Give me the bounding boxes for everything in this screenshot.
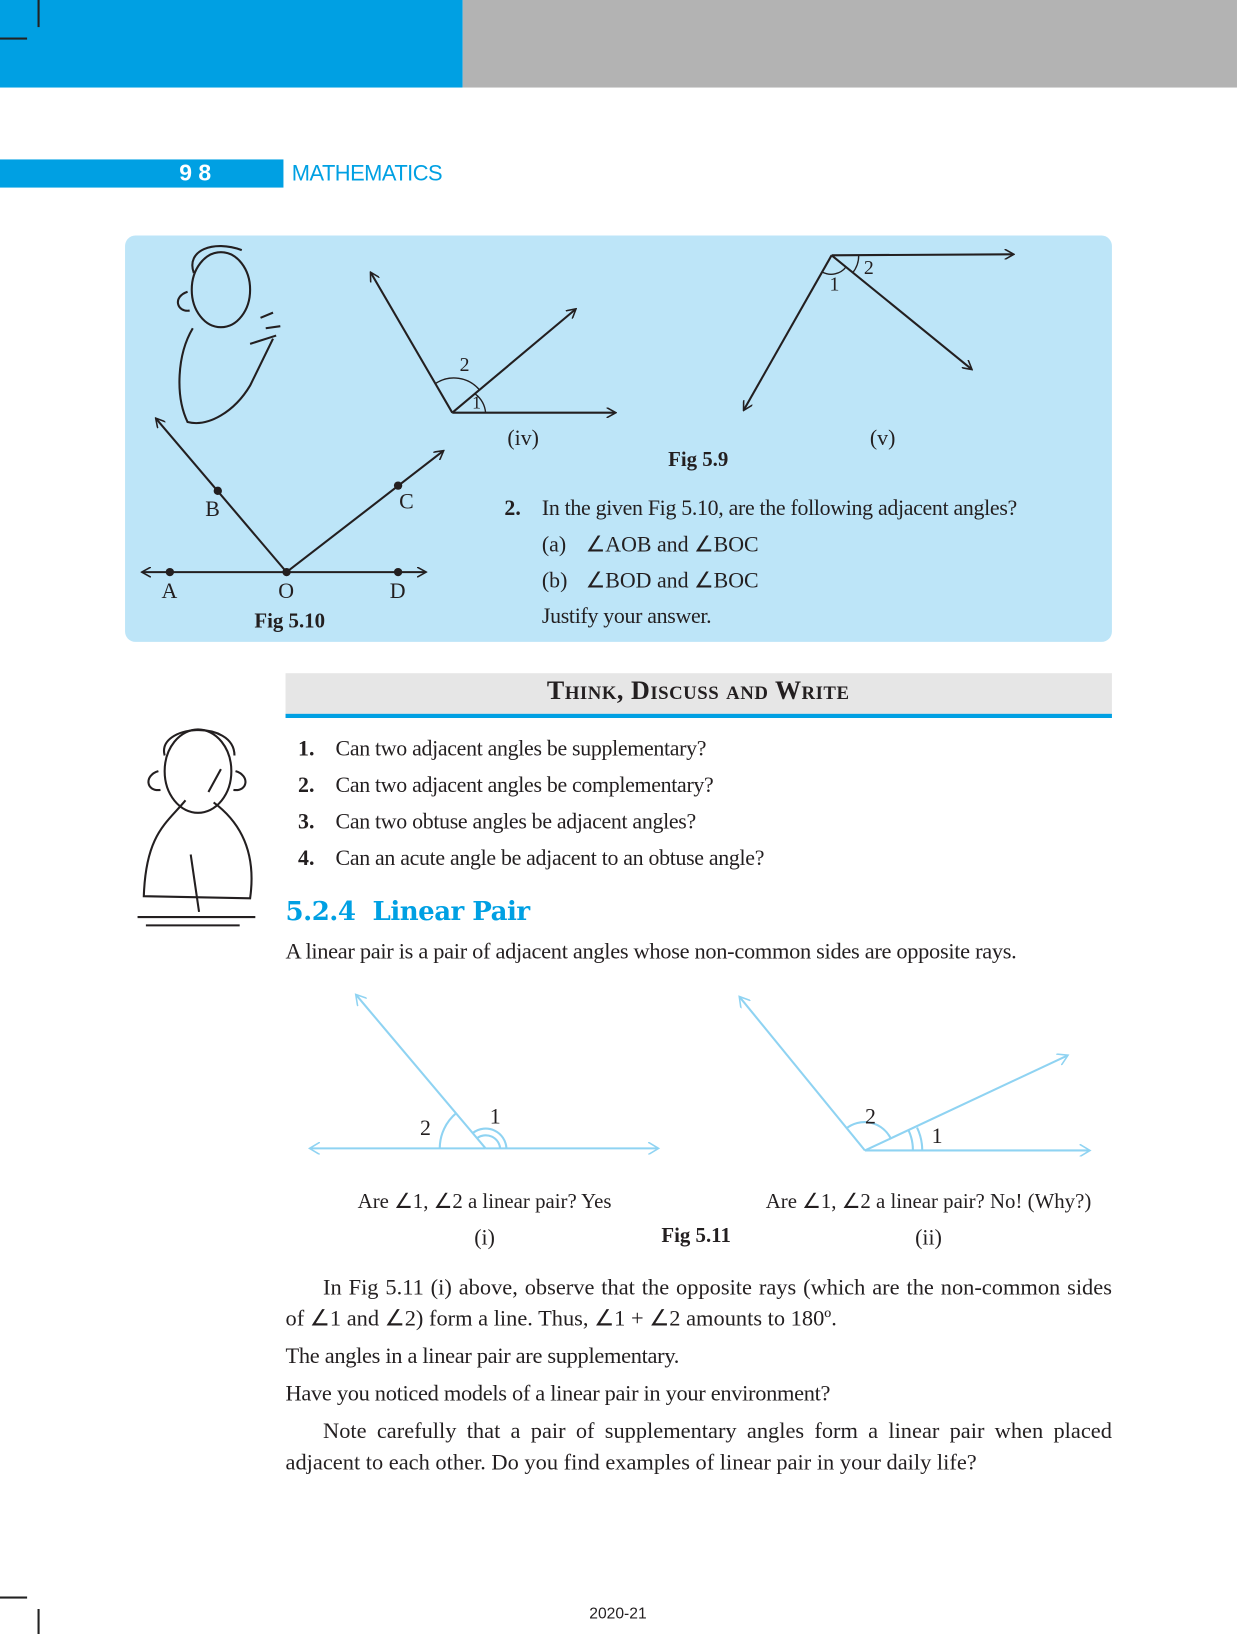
question-instruction: Justify your answer.: [541, 603, 712, 629]
body-paragraph: Note carefully that a pair of supplementary angles form a linear pair when placed adjacent to each other. Do you find examples of linear pair in your daily life?: [285, 1418, 1112, 1475]
body-text: [286, 1271, 1112, 1484]
think-item-text: Can an acute angle be adjacent to an obtuse angle?: [335, 845, 765, 871]
think-item-text: Can two obtuse angles be adjacent angles?: [335, 808, 696, 834]
angle-label: 1: [489, 1103, 501, 1129]
think-item-number: 3.: [298, 808, 315, 834]
option-text: ∠AOB and ∠BOC: [585, 531, 759, 557]
question-text: In the given Fig 5.10, are the following adjacent angles?: [541, 494, 1017, 521]
body-paragraph: In Fig 5.11 (i) above, observe that the opposite rays (which are the non-common sides of ∠1 and ∠2) form a line. Thus, ∠1 + ∠2 amounts to 180º.: [285, 1274, 1112, 1331]
option-label: (b): [541, 567, 568, 593]
figure-sublabel: (v): [869, 425, 896, 451]
option-text: ∠BOD and ∠BOC: [585, 567, 759, 593]
think-item-text: Can two adjacent angles be supplementary?: [335, 735, 707, 761]
figure-caption: Fig 5.11: [661, 1224, 731, 1248]
fig-5-9-v: [744, 254, 1013, 409]
point-label-c: C: [399, 488, 414, 514]
girl-thinking-illustration: [138, 729, 256, 925]
point-label-d: D: [389, 578, 406, 604]
girl-pointing-illustration: [178, 246, 280, 423]
option-label: (a): [541, 531, 567, 557]
point-label-b: B: [205, 496, 220, 522]
figure-sublabel: (iv): [507, 425, 539, 451]
angle-label: 2: [419, 1115, 431, 1141]
point-label-o: O: [278, 578, 295, 604]
angle-label: 1: [829, 274, 840, 296]
body-paragraph: The angles in a linear pair are supplementary.: [285, 1343, 680, 1369]
figure-caption: Fig 5.9: [668, 448, 729, 472]
think-item-text: Can two adjacent angles be complementary?: [335, 772, 714, 798]
angle-label: 1: [472, 392, 481, 413]
fig-5-10: [143, 419, 443, 576]
question-number: 2.: [504, 494, 521, 521]
page-number: 9 8: [179, 159, 212, 186]
fig-5-9-iv: [371, 273, 615, 413]
think-item-number: 4.: [298, 845, 315, 871]
footer-year: 2020-21: [589, 1604, 647, 1623]
body-paragraph: Have you noticed models of a linear pair in your environment?: [285, 1380, 831, 1406]
figure-sublabel: (ii): [915, 1224, 942, 1250]
figure-question: Are ∠1, ∠2 a linear pair? Yes: [357, 1190, 612, 1214]
angle-label: 2: [863, 257, 874, 280]
angle-label: 2: [459, 354, 470, 377]
section-heading: 5.2.4 Linear Pair: [285, 896, 530, 927]
section-definition: A linear pair is a pair of adjacent angles whose non-common sides are opposite rays.: [285, 938, 1017, 964]
figure-sublabel: (i): [474, 1224, 495, 1250]
think-heading: Think, Discuss and Write: [546, 677, 850, 706]
fig-5-11-i: [311, 995, 658, 1148]
figure-caption: Fig 5.10: [254, 609, 326, 633]
think-item-number: 2.: [298, 772, 315, 798]
figure-question: Are ∠1, ∠2 a linear pair? No! (Why?): [765, 1190, 1092, 1214]
fig-5-11-ii: [740, 997, 1089, 1150]
think-item-number: 1.: [298, 735, 315, 761]
angle-label: 1: [931, 1123, 943, 1149]
angle-label: 2: [864, 1103, 876, 1129]
subject-title: MATHEMATICS: [291, 161, 443, 186]
point-label-a: A: [161, 578, 178, 604]
